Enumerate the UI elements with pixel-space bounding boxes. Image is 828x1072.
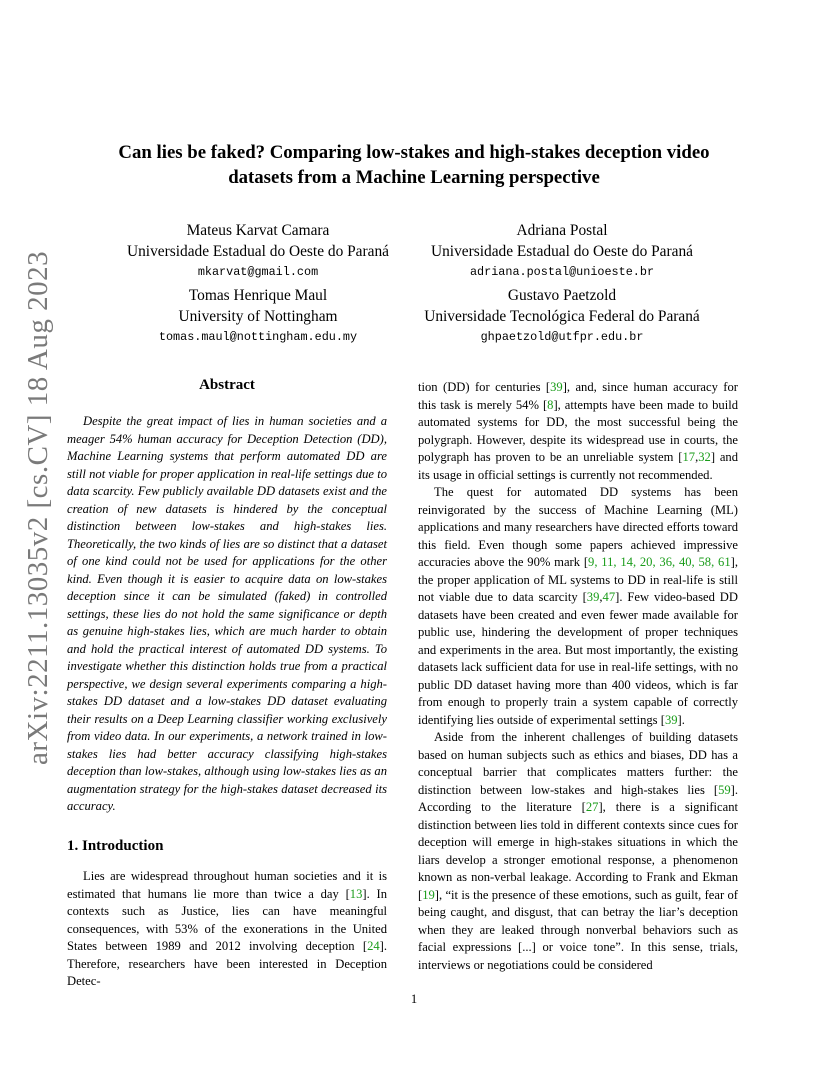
- author-email[interactable]: mkarvat@gmail.com: [197, 265, 319, 279]
- right-column-body: [418, 379, 738, 974]
- citation-link[interactable]: 59: [718, 782, 731, 797]
- citation-link[interactable]: 39: [664, 712, 678, 727]
- author-name: Mateus Karvat Camara: [186, 222, 330, 239]
- arxiv-identifier: arXiv:2211.13035v2 [cs.CV] 18 Aug 2023: [22, 250, 54, 765]
- paper-title: [80, 140, 748, 190]
- author-email[interactable]: tomas.maul@nottingham.edu.my: [158, 330, 358, 344]
- author-block-1: [84, 220, 432, 282]
- author-block-3: [410, 220, 714, 282]
- abstract-paragraph: Despite the great impact of lies in human societies and a meager 54% human accuracy for Deception Detection (DD), Machine Learning systems that perform automated DD are still not viable for proper application in real-life settings due to data scarcity. Few publicly available DD datasets exist and the creation of new datasets is hindered by the conceptual distinction between low-stakes and high-stakes lies. Theoretically, the two kinds of lies are so distinct that a dataset of one kind could not be used for applications for the other kind. Even though it is easier to acquire data on low-stakes deception since it can be simulated (faked) in controlled settings, these lies do not hold the same significance or depth as genuine high-stakes lies, which are much harder to obtain and hold the practical interest of automated DD systems. To investigate whether this distinction holds true from a practical perspective, we design several experiments comparing a high-stakes DD dataset and a low-stakes DD dataset evaluating their results on a Deep Learning classifier working exclusively from video data. In our experiments, a network trained in low-stakes lies had better accuracy classifying high-stakes deception than low-stakes, although using low-stakes lies as an augmentation strategy for the high-stakes dataset decreased its accuracy.: [67, 414, 387, 813]
- citation-link[interactable]: 32: [698, 450, 711, 464]
- intro-paragraph-1-continued: tion (DD) for centuries [39], and, since human accuracy for this task is merely 54% [8], attempts have been made to build automated systems for DD, the most successful being the polygraph. However, despite its widespread use in courts, the polygraph has proven to be an unreliable system [17,32] and its usage in official settings is currently not recommended.: [418, 380, 739, 482]
- introduction-body: [67, 868, 387, 991]
- citation-link[interactable]: 8: [547, 397, 554, 412]
- author-name: Gustavo Paetzold: [507, 287, 617, 304]
- title-line-2: datasets from a Machine Learning perspective: [228, 167, 600, 188]
- author-email[interactable]: adriana.postal@unioeste.br: [469, 265, 655, 279]
- author-name: Tomas Henrique Maul: [188, 287, 328, 304]
- citation-link[interactable]: 39: [550, 380, 563, 394]
- intro-paragraph-1: Lies are widespread throughout human societies and it is estimated that humans lie more than twice a day [13]. In contexts such as Justice, lies can have meaningful consequences, with 53% of the exonerations in the United States between 1989 and 2012 involving deception [24]. Therefore, researchers have been interested in Deception Detec-: [67, 869, 387, 988]
- intro-paragraph-3: Aside from the inherent challenges of building datasets based on human subjects such as ethics and biases, DD has a conceptual barrier that complicates matters further: the distinction between low-stakes and high-stakes lies [59]. According to the literature [27], there is a significant distinction between lies told in different contexts since cues for deception will emerge in high-stakes situations in which the liars develop a stronger emotional response, a phenomenon known as non-verbal leakage. According to Frank and Ekman [19], “it is the presence of these emotions, such as guilt, fear of being caught, and disgust, that can betray the liar’s deception when they are leaked through nonverbal behaviors such as facial expressions [...] or voice tone”. In this sense, trials, interviews or negotiations could be considered: [418, 730, 738, 972]
- abstract-heading: Abstract: [199, 377, 255, 393]
- citation-link[interactable]: 19: [422, 887, 435, 902]
- citation-link[interactable]: 39: [586, 590, 600, 604]
- abstract-body: [67, 413, 387, 816]
- intro-paragraph-2: The quest for automated DD systems has been reinvigorated by the success of Machine Learning (ML) applications and many researchers have directed efforts toward this field. Even though some papers achieved impressive accuracies above the 90% mark [9, 11, 14, 20, 36, 40, 58, 61], the proper application of ML systems to DD in real-life is still not viable due to data scarcity [39,47]. Few video-based DD datasets have been created and even fewer made available for public use, hindering the development of proper techniques and experiments in the area. But most importantly, the existing datasets lack sufficient data for use in real-life settings, with no public DD dataset having more than 400 videos, which is far from enough to properly train a system capable of correctly identifying lies outside of experimental settings [39].: [418, 485, 738, 727]
- title-line-1: Can lies be faked? Comparing low-stakes and high-stakes deception video: [118, 142, 710, 163]
- citation-link[interactable]: 47: [602, 590, 616, 604]
- author-name: Adriana Postal: [516, 222, 608, 239]
- page-number: 1: [410, 992, 418, 1006]
- author-block-4: [400, 285, 724, 347]
- citation-link[interactable]: 17: [682, 450, 696, 464]
- author-affiliation: Universidade Estadual do Oeste do Paraná: [127, 243, 389, 260]
- author-affiliation: Universidade Tecnológica Federal do Paraná: [424, 308, 700, 325]
- citation-link[interactable]: 13: [349, 886, 363, 901]
- introduction-heading: 1. Introduction: [67, 838, 164, 854]
- author-block-2: [84, 285, 432, 347]
- author-affiliation: Universidade Estadual do Oeste do Paraná: [431, 243, 693, 260]
- citation-link[interactable]: 27: [585, 800, 599, 814]
- author-affiliation: University of Nottingham: [178, 308, 338, 325]
- author-email[interactable]: ghpaetzold@utfpr.edu.br: [480, 330, 644, 344]
- citation-link[interactable]: 24: [367, 939, 380, 953]
- citation-link[interactable]: 9, 11, 14, 20, 36, 40, 58, 61: [588, 555, 731, 569]
